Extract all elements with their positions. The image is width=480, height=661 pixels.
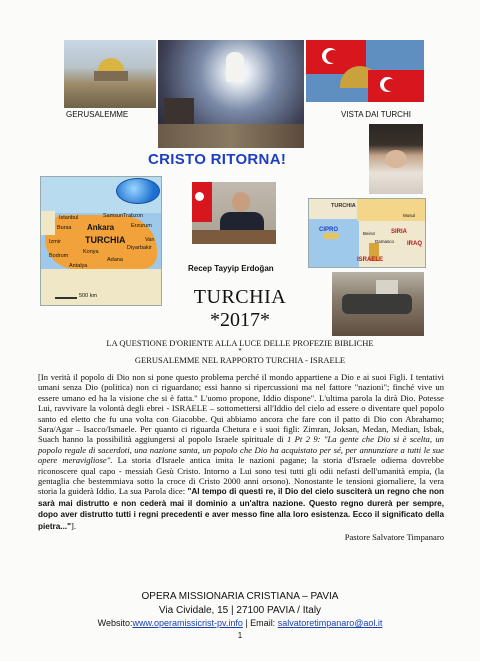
signature: Pastore Salvatore Timpanaro: [344, 532, 444, 543]
body-closing: ].: [71, 520, 77, 531]
footer-contacts: [0, 618, 480, 628]
title-year: *2017*: [210, 309, 270, 331]
subtitle-separator: *: [238, 347, 242, 355]
footer-organization: OPERA MISSIONARIA CRISTIANA – PAVIA: [141, 591, 339, 602]
bible-reference: 1 Pt 2 9: [287, 434, 318, 445]
caption-erdogan: Recep Tayyip Erdoğan: [188, 264, 274, 273]
erdogan-photo: [192, 182, 276, 244]
map-label-bursa: Bursa: [57, 225, 72, 231]
caption-jerusalem: GERUSALEMME: [66, 110, 129, 119]
body-paragraph: [38, 372, 444, 543]
bold-scripture-quote: "Al tempo di questi re, il Dio del cielo susciterà un regno che non sarà mai distrutto e non cederà mai il dominio a un'altra nazione. Questo regno durerà per sempre, dopo aver distrutto tutti i regni precedenti e aver messo fine alla loro esistenza. Ecco il significato della pietra...": [38, 487, 444, 531]
map-label-iraq: IRAQ: [407, 241, 422, 247]
map-label-cipro: CIPRO: [319, 227, 339, 233]
jerusalem-photo: [64, 40, 156, 108]
email-link[interactable]: salvatoretimpanaro@aol.it: [277, 618, 383, 628]
map-label-turchia: TURCHIA: [331, 203, 356, 209]
caption-seen-by-turks: VISTA DAI TURCHI: [341, 110, 411, 119]
map-scale: 500 km: [79, 293, 98, 299]
subtitle-line-1: LA QUESTIONE D'ORIENTE ALLA LUCE DELLE PROFEZIE BIBLICHE: [106, 338, 374, 348]
map-label-siria: SIRIA: [391, 229, 408, 235]
map-label-van: Van: [145, 237, 155, 243]
body-continuation: La storia d'Israele antica imita le nazioni pagane; la storia d'Israele odierna dovrebbe riconoscere qual capo - messiah Gesù Cristo. Intorno a Lui sono tesi tutti gli odii nefasti dell'umanità empia, (la gentaglia che bestemmiava sotto la croce di Cristo 2000 anni orsono). Nonostante le tensioni giornaliere, la vera storia la guiderà Iddio. La sua Parola dice:: [38, 455, 444, 497]
subtitle-line-2: GERUSALEMME NEL RAPPORTO TURCHIA - ISRAELE: [134, 355, 346, 365]
dove-badge-icon: [116, 178, 160, 204]
map-label-beirut: Beirut: [363, 231, 375, 236]
website-link[interactable]: www.operamissicrist-pv.info: [132, 618, 243, 628]
title-turchia: TURCHIA: [193, 286, 287, 308]
middle-east-map: [308, 198, 426, 268]
map-label-antalya: Antalya: [69, 263, 88, 269]
map-label-diyarbakir: Diyarbakir: [127, 245, 152, 251]
orthodox-elder-portrait: [369, 124, 423, 194]
map-label-turkey: TURCHIA: [85, 235, 126, 245]
map-label-istanbul: Istanbul: [59, 215, 79, 221]
headline: CRISTO RITORNA!: [148, 151, 287, 168]
website-label: Websito:: [97, 618, 133, 628]
map-label-mosul: Mosul: [403, 213, 416, 218]
map-label-ankara: Ankara: [87, 223, 115, 232]
map-label-bodrum: Bodrum: [49, 253, 69, 259]
bible-quote: : "La gente che Dio si è scelta, un popolo regale di sacerdoti, una nazione santa, un popolo che Dio ha acquistato per sé, per annunziare a tutti le sue opere meravigliose".: [38, 434, 444, 466]
second-coming-illustration: [158, 40, 304, 148]
page-number: 1: [237, 631, 243, 640]
footer-address: Via Cividale, 15 | 27100 PAVIA / Italy: [158, 605, 322, 616]
map-label-izmir: Izmir: [49, 239, 61, 245]
email-label: | Email:: [242, 618, 278, 628]
map-label-adana: Adana: [107, 257, 123, 263]
map-label-samsun: Samsun: [103, 213, 124, 219]
map-label-israele: ISRAELE: [357, 257, 384, 263]
map-label-erzurum: Erzurum: [131, 223, 152, 229]
map-label-trabzon: Trabzon: [123, 213, 143, 219]
turkish-flags-photo: [306, 40, 424, 102]
body-intro: [In verità il popolo di Dio non si pone questo problema perché il mondo appartiene a Dio e ai suoi Figli. I tentativi umani senza Dio (politica) non ci riguardano; essi hanno si ripercussioni ma nel fattore "nazioni"; finché vive un essere umano ed ha la visione che si è fatta." L'uomo propone, Iddio dispone". L'ultima parola la dirà Dio. Potesse Lui, ravvivare la volontà degli ebrei - ISRAELE – sottomettersi all'Iddio del cielo ad essere o diventare quel popolo santo ed eletto che fu una volta con Giacobbe. Qui abbiamo ancora che fare con il patto di Dio con Abrahamo; Sara/Agar – Isacco/Ismaele. Per quanto ci riguarda Chetura e i suoi figli: Zimran, Joksan, Medan, Median, Isbak, Suach hanno la possibilità aggiungersi al popolo Israele spirituale di: [38, 372, 444, 445]
map-label-konya: Konya: [83, 249, 99, 255]
map-label-damasco: Damasco: [375, 239, 395, 244]
